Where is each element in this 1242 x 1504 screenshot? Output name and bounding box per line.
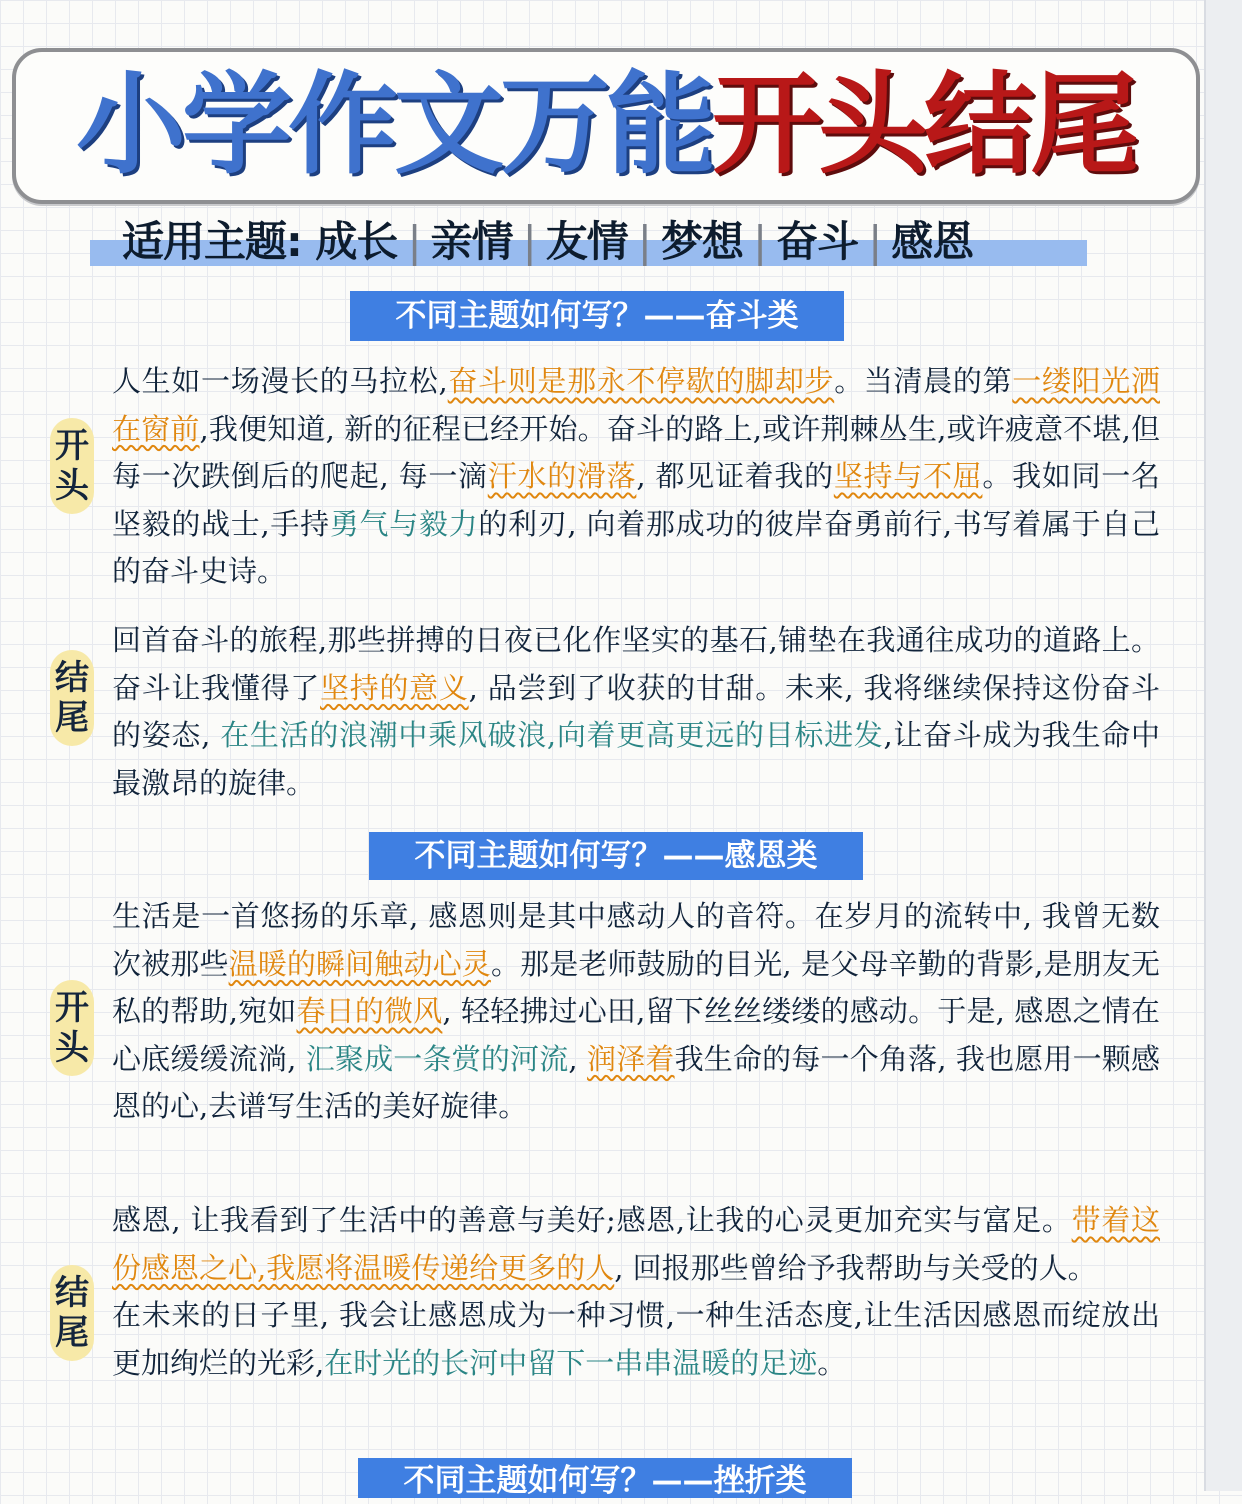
page-right-edge [1204,0,1242,1491]
highlight-orange: 春日的微风 [296,994,443,1028]
theme-separator: | [407,217,421,266]
highlight-orange: 坚持与不屈 [833,459,983,493]
text-segment: ,我便知道, 新的征程已经开始。奋斗的路上,或许荆棘丛生,或许疲意不堪,但每一次跌倒后的爬起, 每一滴 [112,411,1160,493]
highlight-orange: 温暖的瞬间触动心灵 [228,946,491,981]
text-segment: , 回报那些曾给予我帮助与关受的人。 [614,1250,1097,1285]
text-segment: 在未来的日子里, 我会让感恩成为一种习惯,一种生活态度,让生活因感恩而绽放出更加绚烂的光彩, [112,1298,1160,1380]
text-segment: 感恩, 让我看到了生活中的善意与美好;感恩,让我的心灵更加充实与富足。 [112,1203,1072,1237]
highlight-teal: 汇聚成一条赏的河流 [305,1041,569,1076]
highlight-orange: 一缕阳光洒在窗前 [112,364,1160,446]
theme-separator: | [868,217,882,266]
highlight-orange: 坚持的意义 [320,670,469,705]
theme-item: 梦想 [660,217,743,266]
opening-paragraph [112,358,1160,596]
theme-separator: | [637,217,651,266]
highlight-orange: 润泽着 [587,1041,675,1076]
opening-paragraph [112,893,1160,1131]
section-heading-ganen: 不同主题如何写？——感恩类 [369,832,863,880]
text-segment: 。我如同一名坚毅的战士,手持 [112,459,1160,541]
opening-tag: 开头 [50,418,94,514]
ending-paragraph [112,1197,1160,1387]
opening-tag: 开头 [50,980,94,1076]
text-segment: , 轻轻拂过心田,留下丝丝缕缕的感动。于是, 感恩之情在心底缓缓流淌, [112,994,1160,1076]
title-part-1: 小学作文万能 [76,61,712,189]
theme-separator: | [752,217,767,266]
text-segment: 我生命的每一个角落, 我也愿用一颗感恩的心,去谱写生活的美好旋律。 [112,1041,1160,1123]
text-segment: 。 [817,1345,847,1380]
title-part-2: 开头结尾 [712,61,1136,189]
text-segment: 。那是老师鼓励的目光, 是父母辛勤的背影,是朋友无私的帮助,宛如 [112,946,1160,1028]
highlight-orange: 汗水的滑落 [487,459,637,493]
page-title [16,61,1196,189]
text-segment: 的利刃, 向着那成功的彼岸奋勇前行,书写着属于自己的奋斗史诗。 [112,506,1161,588]
theme-separator: | [522,217,536,266]
theme-item: 感恩 [891,217,974,266]
section-heading-fendou: 不同主题如何写？——奋斗类 [350,291,844,341]
text-segment: ,让奋斗成为我生命中最激昂的旋律。 [112,718,1160,800]
theme-item: 成长 [315,217,398,266]
text-segment: 回首奋斗的旅程,那些拼搏的日夜已化作坚实的基石,铺垫在我通往成功的道路上。奋斗让我懂得了 [112,623,1160,705]
highlight-teal: 在时光的长河中留下一串串温暖的足迹 [324,1345,818,1380]
highlight-teal: 在生活的浪潮中乘风破浪,向着更高更远的目标进发 [220,718,884,752]
themes-label: 适用主题: [122,217,302,266]
highlight-teal: 勇气与毅力 [329,506,479,541]
text-segment: , 品尝到了收获的甘甜。未来, 我将继续保持这份奋斗的姿态, [112,670,1160,752]
ending-tag: 结尾 [50,1265,94,1361]
text-segment: 人生如一场漫长的马拉松, [112,364,448,398]
ending-tag: 结尾 [50,650,94,746]
ending-paragraph [112,617,1160,807]
highlight-orange: 带着这份感恩之心,我愿将温暖传递给更多的人 [112,1203,1160,1285]
theme-item: 亲情 [430,217,513,266]
theme-item: 奋斗 [776,217,859,266]
text-segment: 。当清晨的第 [834,364,1013,398]
text-segment: 生活是一首悠扬的乐章, 感恩则是其中感动人的音符。在岁月的流转中, 我曾无数次被那些 [112,899,1160,981]
section-heading-cuozhe: 不同主题如何写？——挫折类 [358,1458,852,1498]
highlight-orange: 奋斗则是那永不停歇的脚却步 [447,364,835,398]
text-segment: , 都见证着我的 [636,459,834,493]
title-card [12,48,1200,204]
text-segment: , [568,1041,588,1076]
theme-item: 友情 [545,217,628,266]
themes-line [122,214,973,270]
